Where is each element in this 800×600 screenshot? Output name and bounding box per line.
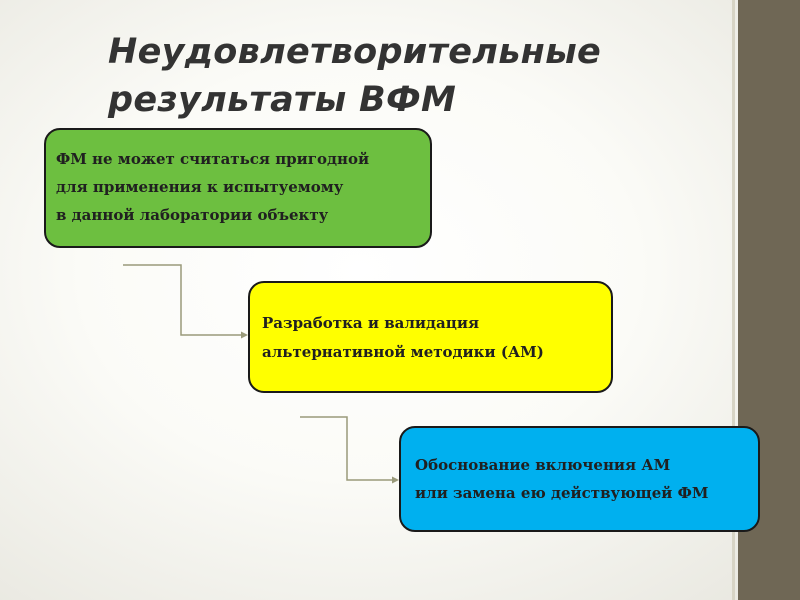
step-box-develop-am: Разработка и валидация альтернативной методики (АМ) <box>248 281 613 393</box>
step-box-justify-am: Обоснование включения АМ или замена ею действующей ФМ <box>399 426 760 532</box>
step-box-fm-unsuitable: ФМ не может считаться пригодной для применения к испытуемому в данной лаборатории объекту <box>44 128 432 248</box>
slide-title: Неудовлетворительные результаты ВФМ <box>108 32 602 120</box>
